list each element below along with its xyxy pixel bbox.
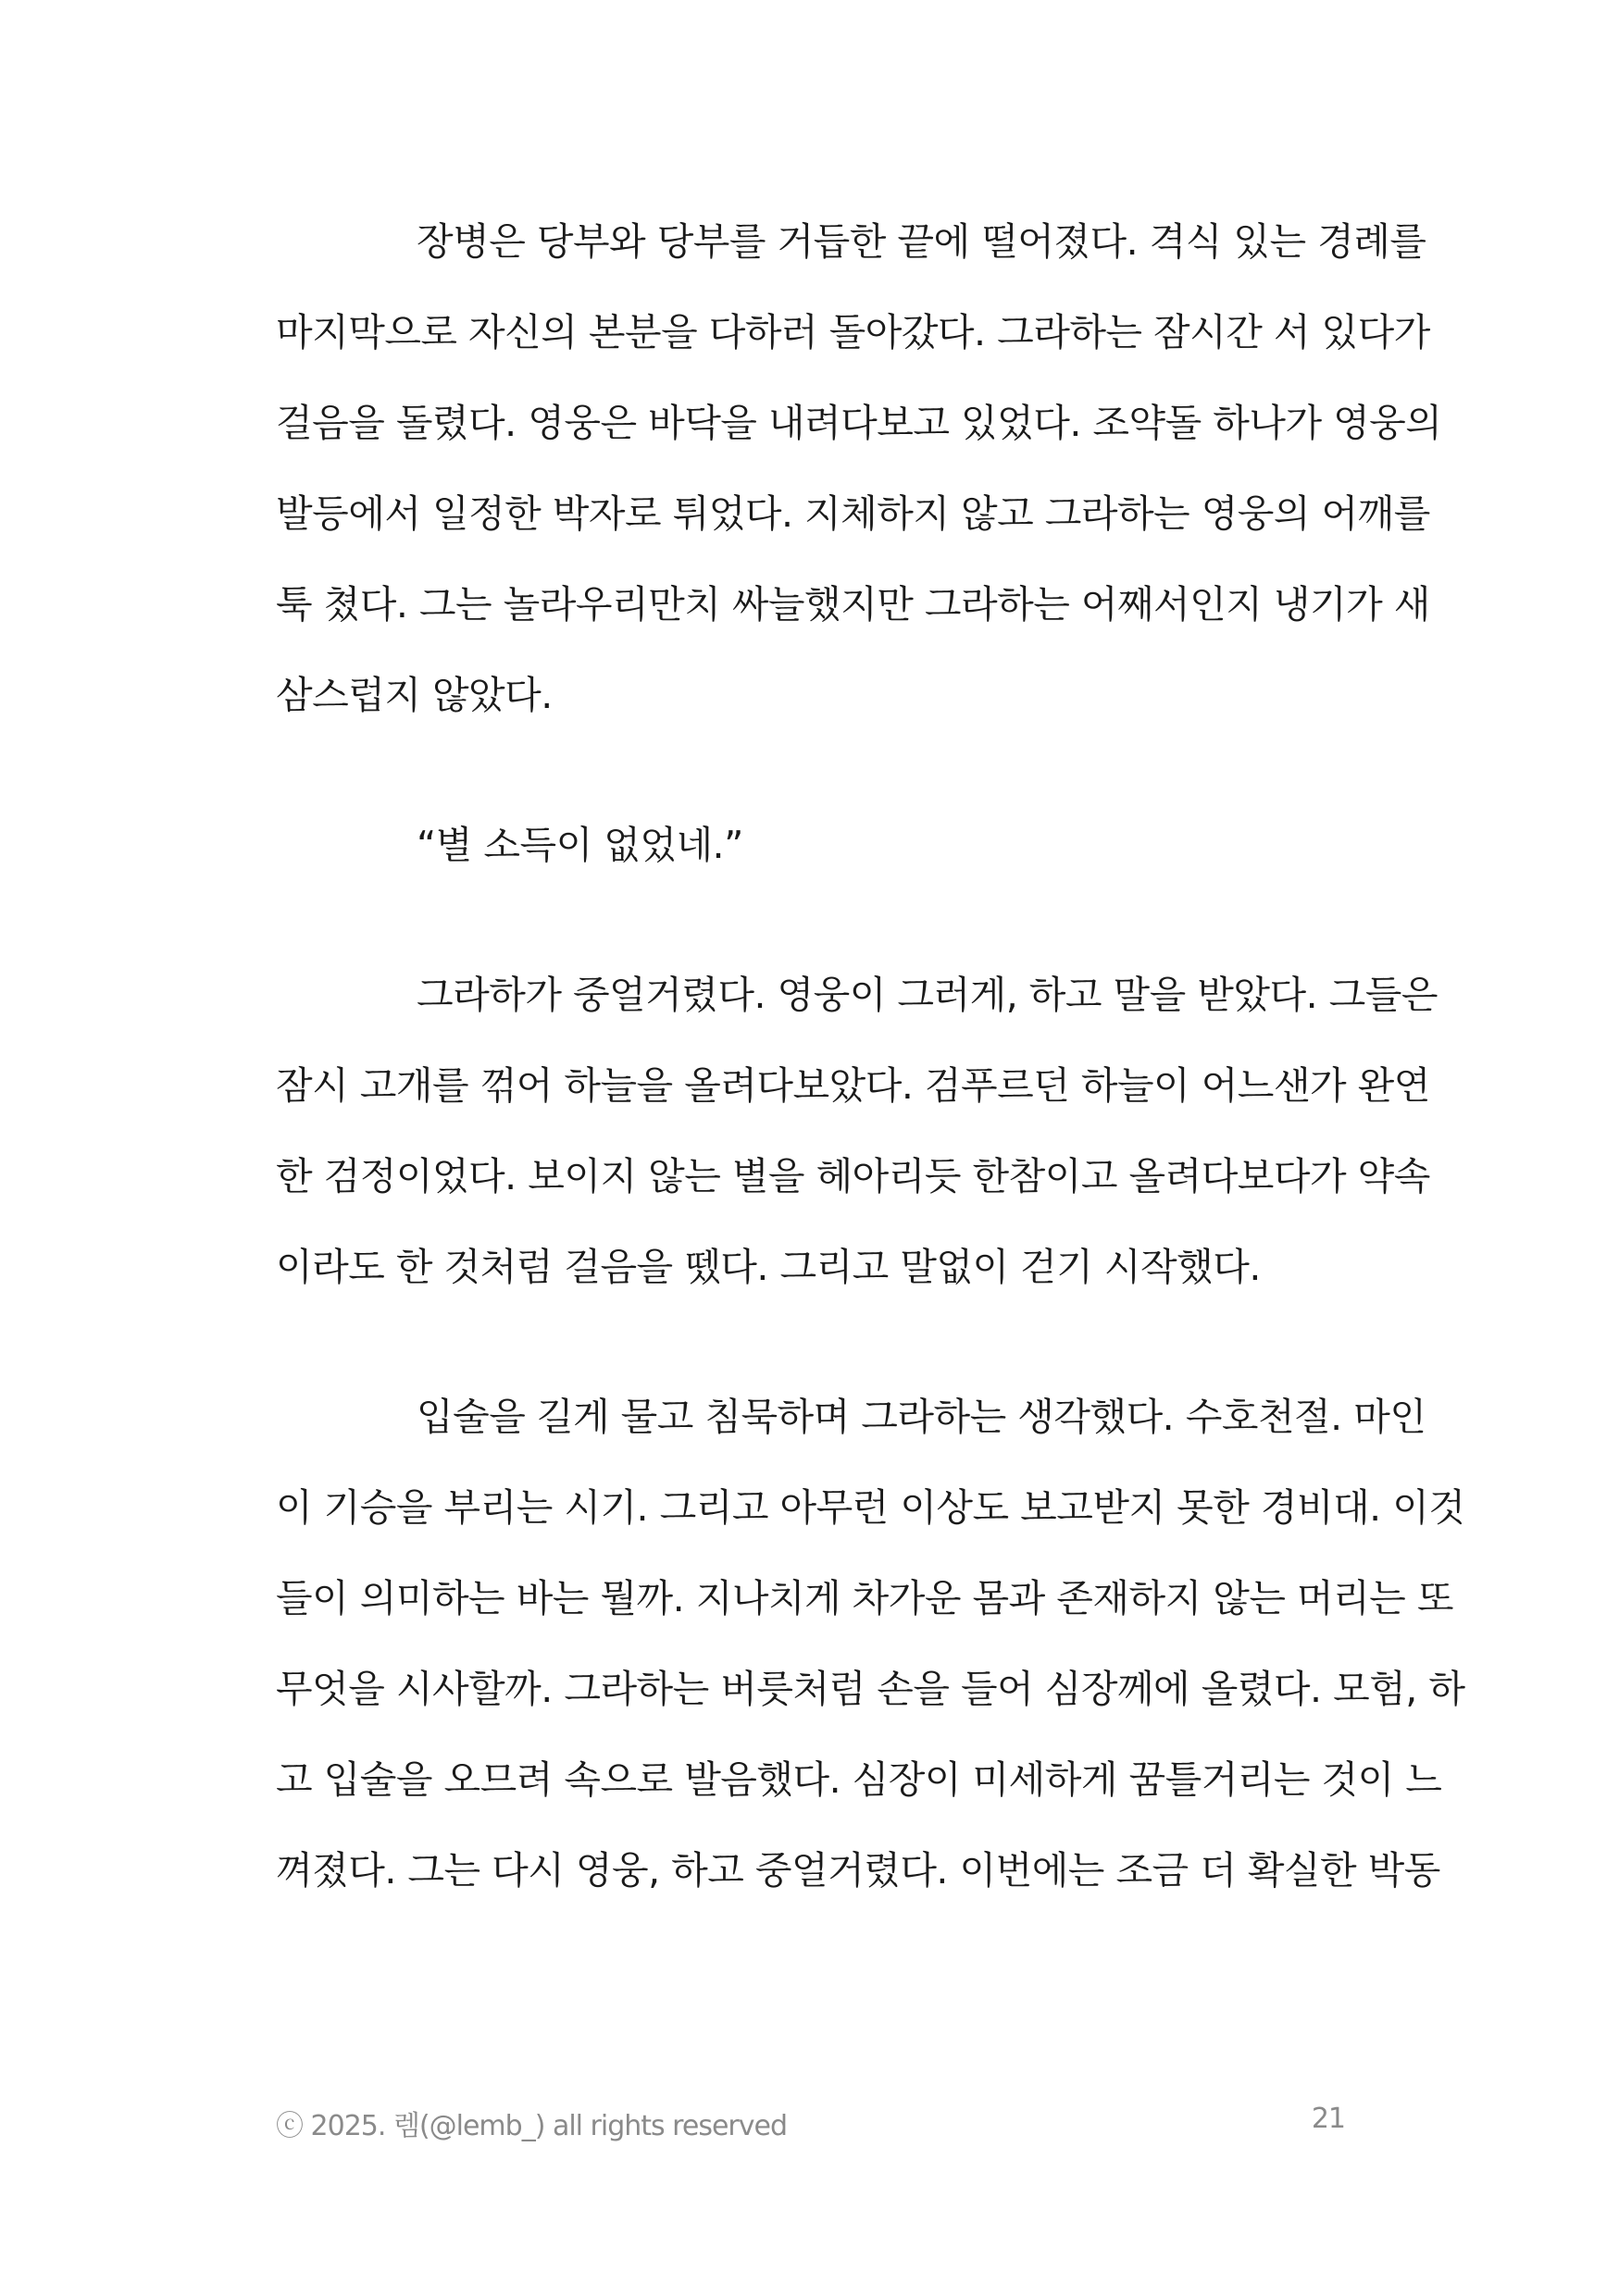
text-line: 한 검정이었다. 보이지 않는 별을 헤아리듯 한참이고 올려다보다가 약속 [276, 1154, 1430, 1198]
text-line: 무엇을 시사할까. 그라하는 버릇처럼 손을 들어 심장께에 올렸다. 모험, 하 [276, 1667, 1465, 1711]
text-line: 장병은 당부와 당부를 거듭한 끝에 떨어졌다. 격식 있는 경례를 [417, 219, 1426, 264]
text-line: 이라도 한 것처럼 걸음을 뗐다. 그리고 말없이 걷기 시작했다. [276, 1245, 1261, 1289]
page-number: 21 [1311, 2103, 1345, 2135]
body-text [276, 196, 1465, 1916]
paragraph-gap [276, 890, 1345, 949]
text-line: 입술을 길게 물고 침묵하며 그라하는 생각했다. 수호천절. 마인 [417, 1395, 1426, 1439]
text-line: 껴졌다. 그는 다시 영웅, 하고 중얼거렸다. 이번에는 조금 더 확실한 박동 [276, 1848, 1440, 1893]
text-line: 마지막으로 자신의 본분을 다하러 돌아갔다. 그라하는 잠시간 서 있다가 [276, 310, 1430, 354]
text-line: 툭 쳤다. 그는 놀라우리만치 싸늘했지만 그라하는 어째서인지 냉기가 새 [276, 582, 1430, 627]
paragraph-gap [276, 1312, 1345, 1371]
text-line: 발등에서 일정한 박자로 튀었다. 지체하지 않고 그라하는 영웅의 어깨를 [276, 491, 1430, 536]
text-line: 들이 의미하는 바는 뭘까. 지나치게 차가운 몸과 존재하지 않는 머리는 또 [276, 1576, 1453, 1620]
text-line: 그라하가 중얼거렸다. 영웅이 그러게, 하고 말을 받았다. 그들은 [417, 973, 1438, 1017]
paragraph-gap [276, 740, 1345, 800]
paragraph-4 [276, 1371, 1465, 1916]
text-line: 삼스럽지 않았다. [276, 673, 553, 717]
text-line: 걸음을 돌렸다. 영웅은 바닥을 내려다보고 있었다. 조약돌 하나가 영웅의 [276, 401, 1442, 445]
paragraph-1 [276, 196, 1442, 740]
text-line: 이 기승을 부리는 시기. 그리고 아무런 이상도 보고받지 못한 경비대. 이것 [276, 1485, 1465, 1530]
paragraph-2 [276, 800, 1345, 890]
paragraph-3 [276, 949, 1438, 1312]
text-line: “별 소득이 없었네.” [417, 823, 743, 867]
text-line: 고 입술을 오므려 속으로 발음했다. 심장이 미세하게 꿈틀거리는 것이 느 [276, 1757, 1442, 1802]
copyright-notice: ⓒ 2025. 렘(@lemb_) all rights reserved [276, 2110, 787, 2142]
text-line: 잠시 고개를 꺾어 하늘을 올려다보았다. 검푸르던 하늘이 어느샌가 완연 [276, 1063, 1430, 1108]
